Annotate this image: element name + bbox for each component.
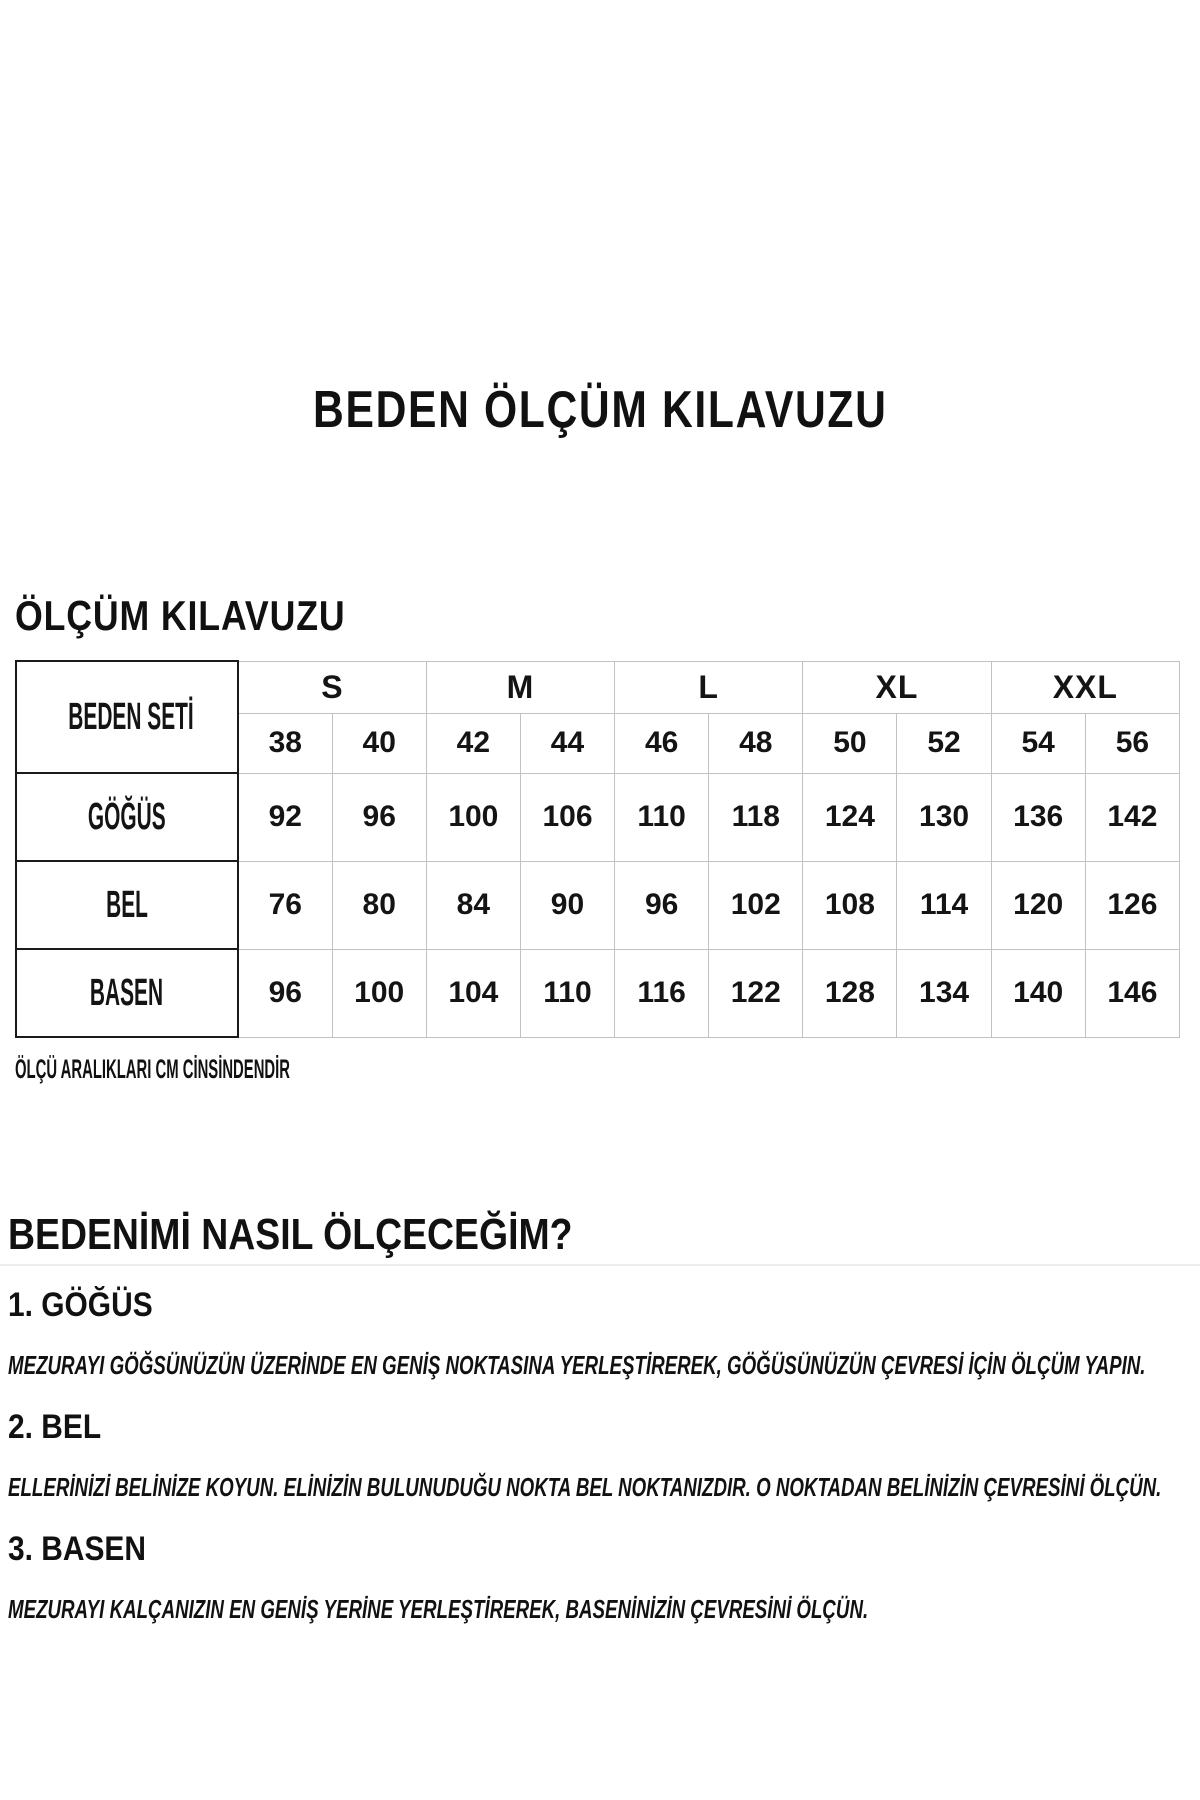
measure-label-text: BASEN [90,971,164,1014]
size-number-52: 52 [897,713,991,773]
size-group-l: L [615,661,803,713]
page-title-text: BEDEN ÖLÇÜM KILAVUZU [312,381,888,439]
measure-value-cell: 96 [238,949,332,1037]
measure-value-cell: 96 [615,861,709,949]
step-title [8,1532,1192,1566]
step-description [8,1350,1192,1380]
measure-steps [8,1288,1192,1654]
section-divider [0,1264,1200,1266]
measure-value-cell: 76 [238,861,332,949]
measure-value-cell: 92 [238,773,332,861]
measure-value-cell: 96 [332,773,426,861]
page-title [0,381,1200,439]
measure-value-cell: 126 [1085,861,1179,949]
size-number-38: 38 [238,713,332,773]
how-to-measure-heading-text: BEDENİMİ NASIL ÖLÇECEĞİM? [8,1210,573,1259]
measure-value-cell: 128 [803,949,897,1037]
size-group-s: S [238,661,426,713]
measure-label-text: GÖĞÜS [88,795,166,838]
measure-value-cell: 84 [426,861,520,949]
table-row [16,949,1180,1037]
measure-label-cell [16,861,238,949]
measure-value-cell: 100 [426,773,520,861]
step-title [8,1410,1192,1444]
size-chart-table [15,660,1180,1038]
measurement-guide-heading [15,594,404,638]
size-number-46: 46 [615,713,709,773]
measure-value-cell: 140 [991,949,1085,1037]
size-group-xl: XL [803,661,991,713]
size-group-xxl: XXL [991,661,1179,713]
size-group-m: M [426,661,614,713]
measure-value-cell: 134 [897,949,991,1037]
measure-value-cell: 114 [897,861,991,949]
measure-value-cell: 102 [709,861,803,949]
size-number-56: 56 [1085,713,1179,773]
measure-value-cell: 90 [520,861,614,949]
measure-step-2 [8,1410,1192,1502]
step-title-text: 1. GÖĞÜS [8,1286,153,1324]
size-number-44: 44 [520,713,614,773]
size-number-54: 54 [991,713,1085,773]
how-to-measure-heading [8,1212,672,1258]
measure-label-text: BEL [106,883,148,926]
measure-value-cell: 108 [803,861,897,949]
table-row [16,861,1180,949]
step-description-text: MEZURAYI GÖĞSÜNÜZÜN ÜZERİNDE EN GENİŞ NOKTASINA YERLEŞTİREREK, GÖĞÜSÜNÜZÜN ÇEVRESİ İÇİN ÖLÇÜM YAPIN. [8,1350,1146,1380]
table-row [16,773,1180,861]
measure-value-cell: 110 [520,949,614,1037]
size-table-body [16,773,1180,1037]
measure-value-cell: 120 [991,861,1085,949]
measure-label-cell [16,949,238,1037]
measure-value-cell: 100 [332,949,426,1037]
size-number-48: 48 [709,713,803,773]
size-number-50: 50 [803,713,897,773]
step-description-text: ELLERİNİZİ BELİNİZE KOYUN. ELİNİZİN BULUNUDUĞU NOKTA BEL NOKTANIZDIR. O NOKTADAN BELİNİZİN ÇEVRESİNİ ÖLÇÜN. [8,1472,1162,1502]
table-unit-note [15,1054,515,1084]
measure-value-cell: 130 [897,773,991,861]
step-title-text: 3. BASEN [8,1530,147,1568]
measure-value-cell: 124 [803,773,897,861]
measure-step-1 [8,1288,1192,1380]
measure-label-cell [16,773,238,861]
measure-value-cell: 146 [1085,949,1179,1037]
size-group-row [16,661,1180,713]
measure-value-cell: 104 [426,949,520,1037]
measure-value-cell: 142 [1085,773,1179,861]
measure-value-cell: 80 [332,861,426,949]
measurement-guide-heading-text: ÖLÇÜM KILAVUZU [15,592,346,639]
corner-label-cell [16,661,238,773]
measure-value-cell: 118 [709,773,803,861]
step-title [8,1288,1192,1322]
step-description [8,1594,1192,1624]
table-unit-note-text: ÖLÇÜ ARALIKLARI CM CİNSİNDENDİR [15,1054,290,1084]
step-description-text: MEZURAYI KALÇANIZIN EN GENİŞ YERİNE YERLEŞTİREREK, BASENİNİZİN ÇEVRESİNİ ÖLÇÜN. [8,1594,869,1624]
measure-value-cell: 110 [615,773,709,861]
step-description [8,1472,1192,1502]
step-title-text: 2. BEL [8,1408,102,1446]
measure-value-cell: 122 [709,949,803,1037]
size-number-40: 40 [332,713,426,773]
measure-value-cell: 136 [991,773,1085,861]
measure-step-3 [8,1532,1192,1624]
size-number-42: 42 [426,713,520,773]
measure-value-cell: 116 [615,949,709,1037]
measure-value-cell: 106 [520,773,614,861]
corner-label-text: BEDEN SETİ [68,695,194,738]
